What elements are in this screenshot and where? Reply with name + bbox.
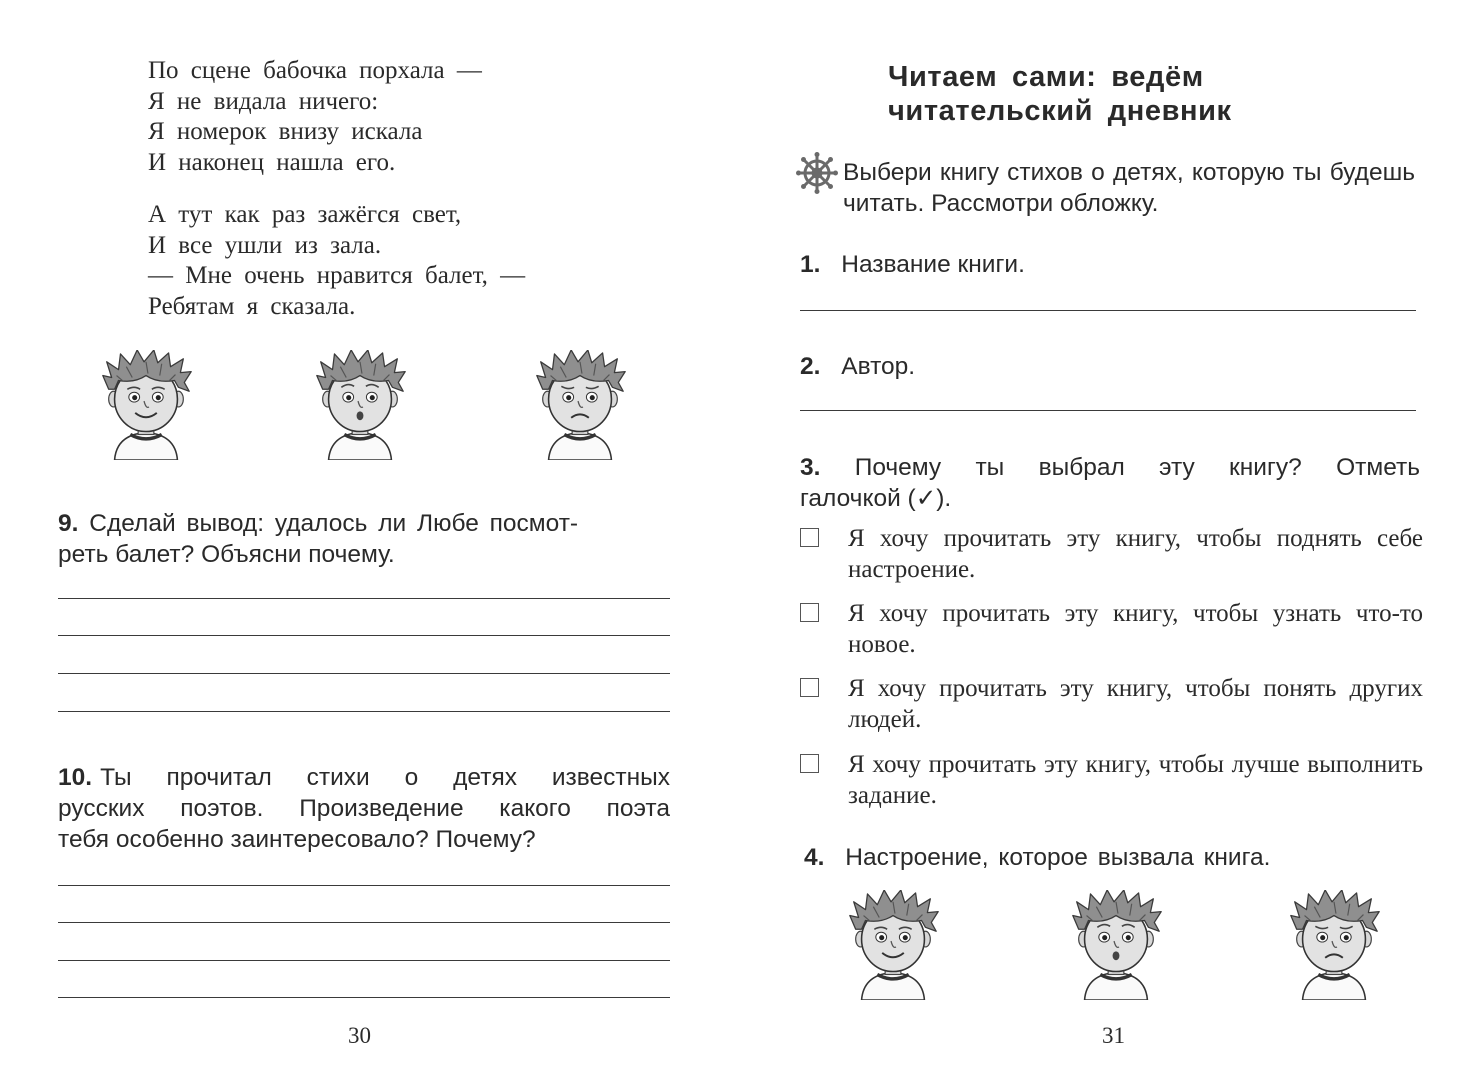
question-number: 10. bbox=[58, 764, 93, 791]
question-text: Настроение, которое вызвала книга. bbox=[845, 844, 1271, 871]
answer-line[interactable] bbox=[58, 997, 670, 998]
book-title-answer-line[interactable] bbox=[800, 310, 1416, 311]
question-text: Ты прочитал стихи о детях известных bbox=[100, 764, 670, 791]
checkbox[interactable] bbox=[800, 528, 819, 547]
answer-line[interactable] bbox=[58, 960, 670, 961]
checkbox[interactable] bbox=[800, 754, 819, 773]
instruction-text: Выбери книгу стихов о детях, которую ты будешь читать. Рассмотри обложку. bbox=[843, 159, 1415, 217]
question-number: 3. bbox=[800, 454, 821, 481]
author-answer-line[interactable] bbox=[800, 410, 1416, 411]
title-line: читательский дневник bbox=[888, 95, 1232, 127]
poem-stanza-1 bbox=[148, 56, 482, 178]
smiling-boy-face-icon[interactable] bbox=[843, 890, 943, 1000]
sad-boy-face-icon[interactable] bbox=[530, 350, 630, 460]
sad-boy-face-icon[interactable] bbox=[1284, 890, 1384, 1000]
question-1 bbox=[800, 249, 1025, 280]
question-text: тебя особенно заинтересовало? Почему? bbox=[58, 826, 536, 853]
question-text: реть балет? Объясни почему. bbox=[58, 541, 395, 568]
surprised-boy-face-icon[interactable] bbox=[310, 350, 410, 460]
title-line: Читаем сами: ведём bbox=[888, 61, 1204, 93]
option-text: Я хочу прочитать эту книгу, чтобы поднять себе настроение. bbox=[848, 525, 1423, 583]
poem-line: Ребятам я сказала. bbox=[148, 292, 356, 320]
question-number: 4. bbox=[804, 844, 825, 871]
question-text: русских поэтов. Произведение какого поэта bbox=[58, 795, 670, 822]
smiling-boy-face-icon[interactable] bbox=[96, 350, 196, 460]
poem-line: И наконец нашла его. bbox=[148, 148, 396, 176]
question-3 bbox=[800, 452, 1420, 514]
question-number: 9. bbox=[58, 510, 79, 537]
answer-line[interactable] bbox=[58, 673, 670, 674]
question-text: Сделай вывод: удалось ли Любе посмот- bbox=[89, 510, 579, 537]
answer-line[interactable] bbox=[58, 922, 670, 923]
question-text: галочкой (✓). bbox=[800, 485, 952, 512]
answer-line[interactable] bbox=[58, 598, 670, 599]
answer-line[interactable] bbox=[58, 885, 670, 886]
option-text: Я хочу прочитать эту книгу, чтобы понять других людей. bbox=[848, 675, 1423, 733]
question-text: Почему ты выбрал эту книгу? Отметь bbox=[854, 454, 1420, 481]
poem-stanza-2 bbox=[148, 200, 525, 322]
poem-line: По сцене бабочка порхала — bbox=[148, 57, 482, 84]
checkbox[interactable] bbox=[800, 678, 819, 697]
poem-line: — Мне очень нравится балет, — bbox=[148, 262, 526, 289]
question-10 bbox=[58, 762, 670, 855]
page-number: 30 bbox=[348, 1023, 371, 1048]
poem-line: Я не видала ничего: bbox=[148, 87, 379, 115]
option-text: Я хочу прочитать эту книгу, чтобы узнать что-то новое. bbox=[848, 600, 1423, 658]
option-text: Я хочу прочитать эту книгу, чтобы лучше выполнить задание. bbox=[848, 751, 1423, 809]
checkbox[interactable] bbox=[800, 603, 819, 622]
ship-wheel-icon bbox=[796, 152, 838, 194]
question-text: Название книги. bbox=[841, 251, 1025, 278]
question-4 bbox=[804, 842, 1270, 873]
poem-line: И все ушли из зала. bbox=[148, 231, 382, 259]
question-2 bbox=[800, 351, 915, 382]
question-9 bbox=[58, 508, 670, 570]
poem-line: Я номерок внизу искала bbox=[148, 118, 423, 145]
answer-line[interactable] bbox=[58, 635, 670, 636]
surprised-boy-face-icon[interactable] bbox=[1066, 890, 1166, 1000]
question-number: 2. bbox=[800, 353, 821, 380]
answer-line[interactable] bbox=[58, 711, 670, 712]
question-number: 1. bbox=[800, 251, 821, 278]
poem-line: А тут как раз зажёгся свет, bbox=[148, 201, 462, 228]
page-title bbox=[888, 60, 1232, 128]
question-text: Автор. bbox=[841, 353, 916, 380]
page-number: 31 bbox=[1102, 1023, 1125, 1048]
